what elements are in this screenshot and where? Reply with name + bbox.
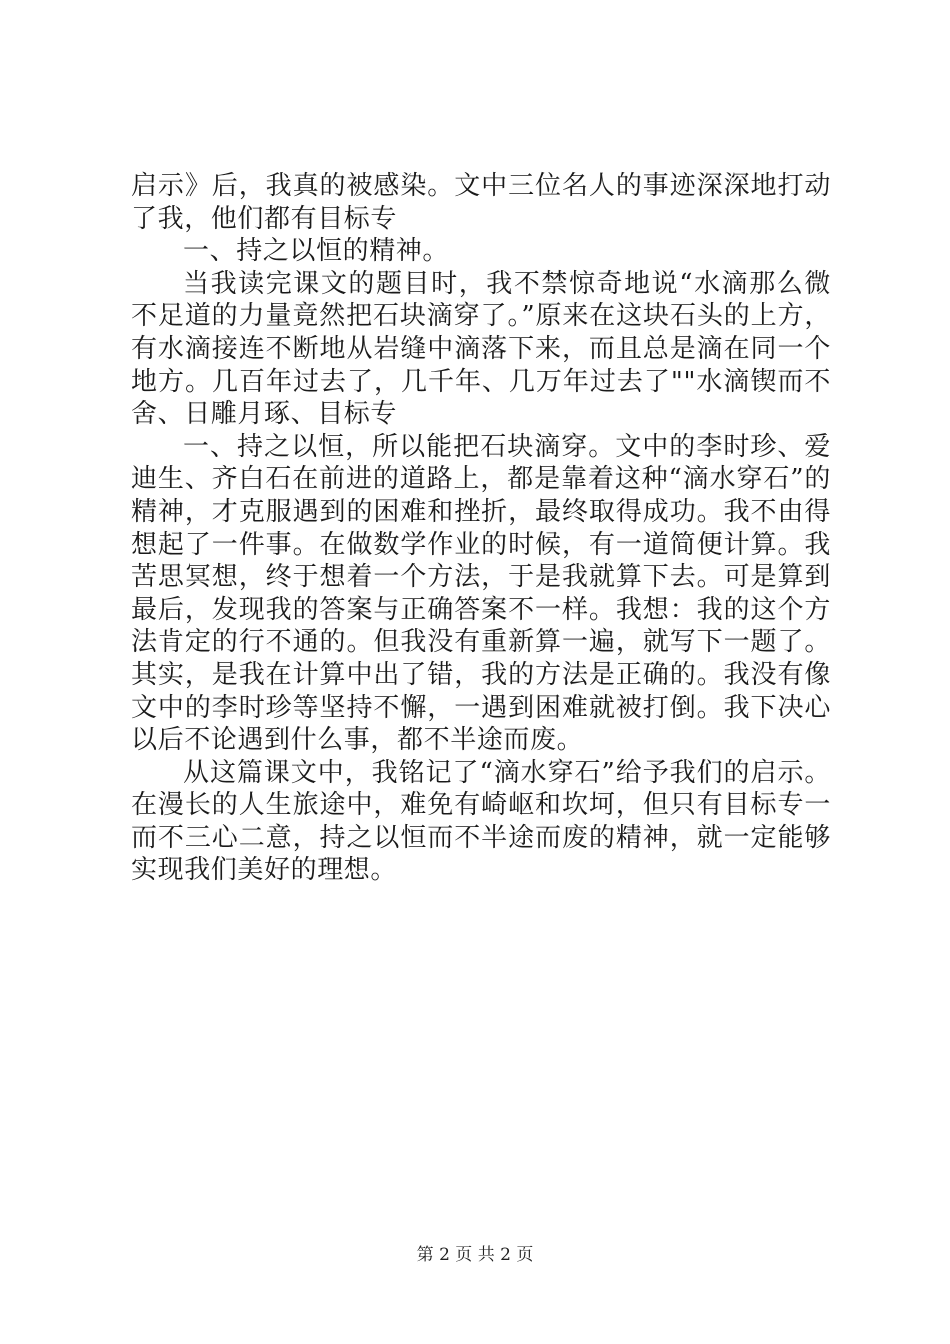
document-body	[131, 170, 831, 887]
paragraph-heading-perseverance: 一、持之以恒的精神。	[183, 236, 450, 267]
page-number-footer: 第 2 页 共 2 页	[416, 1245, 534, 1265]
paragraph-reading-title: 当我读完课文的题目时，我不禁惊奇地说“水滴那么微不足道的力量竟然把石块滴穿了。”原来在这块石头的上方，有水滴接连不断地从岩缝中滴落下来，而且总是滴在同一个地方。几百年过去了，几千年、几万年过去了""水滴锲而不舍、日雕月琢、目标专	[131, 268, 831, 430]
paragraph-continuation: 启示》后，我真的被感染。文中三位名人的事迹深深地打动了我，他们都有目标专	[131, 171, 831, 234]
paragraph-conclusion: 从这篇课文中，我铭记了“滴水穿石”给予我们的启示。在漫长的人生旅途中，难免有崎岖和坎坷，但只有目标专一而不三心二意，持之以恒而不半途而废的精神，就一定能够实现我们美好的理想。	[131, 757, 831, 886]
paragraph-personal-story: 一、持之以恒，所以能把石块滴穿。文中的李时珍、爱迪生、齐白石在前进的道路上，都是靠着这种“滴水穿石”的精神，才克服遇到的困难和挫折，最终取得成功。我不由得想起了一件事。在做数学作业的时候，有一道简便计算。我苦思冥想，终于想着一个方法，于是我就算下去。可是算到最后，发现我的答案与正确答案不一样。我想：我的这个方法肯定的行不通的。但我没有重新算一遍，就写下一题了。其实，是我在计算中出了错，我的方法是正确的。我没有像文中的李时珍等坚持不懈，一遇到困难就被打倒。我下决心以后不论遇到什么事，都不半途而废。	[131, 431, 831, 756]
